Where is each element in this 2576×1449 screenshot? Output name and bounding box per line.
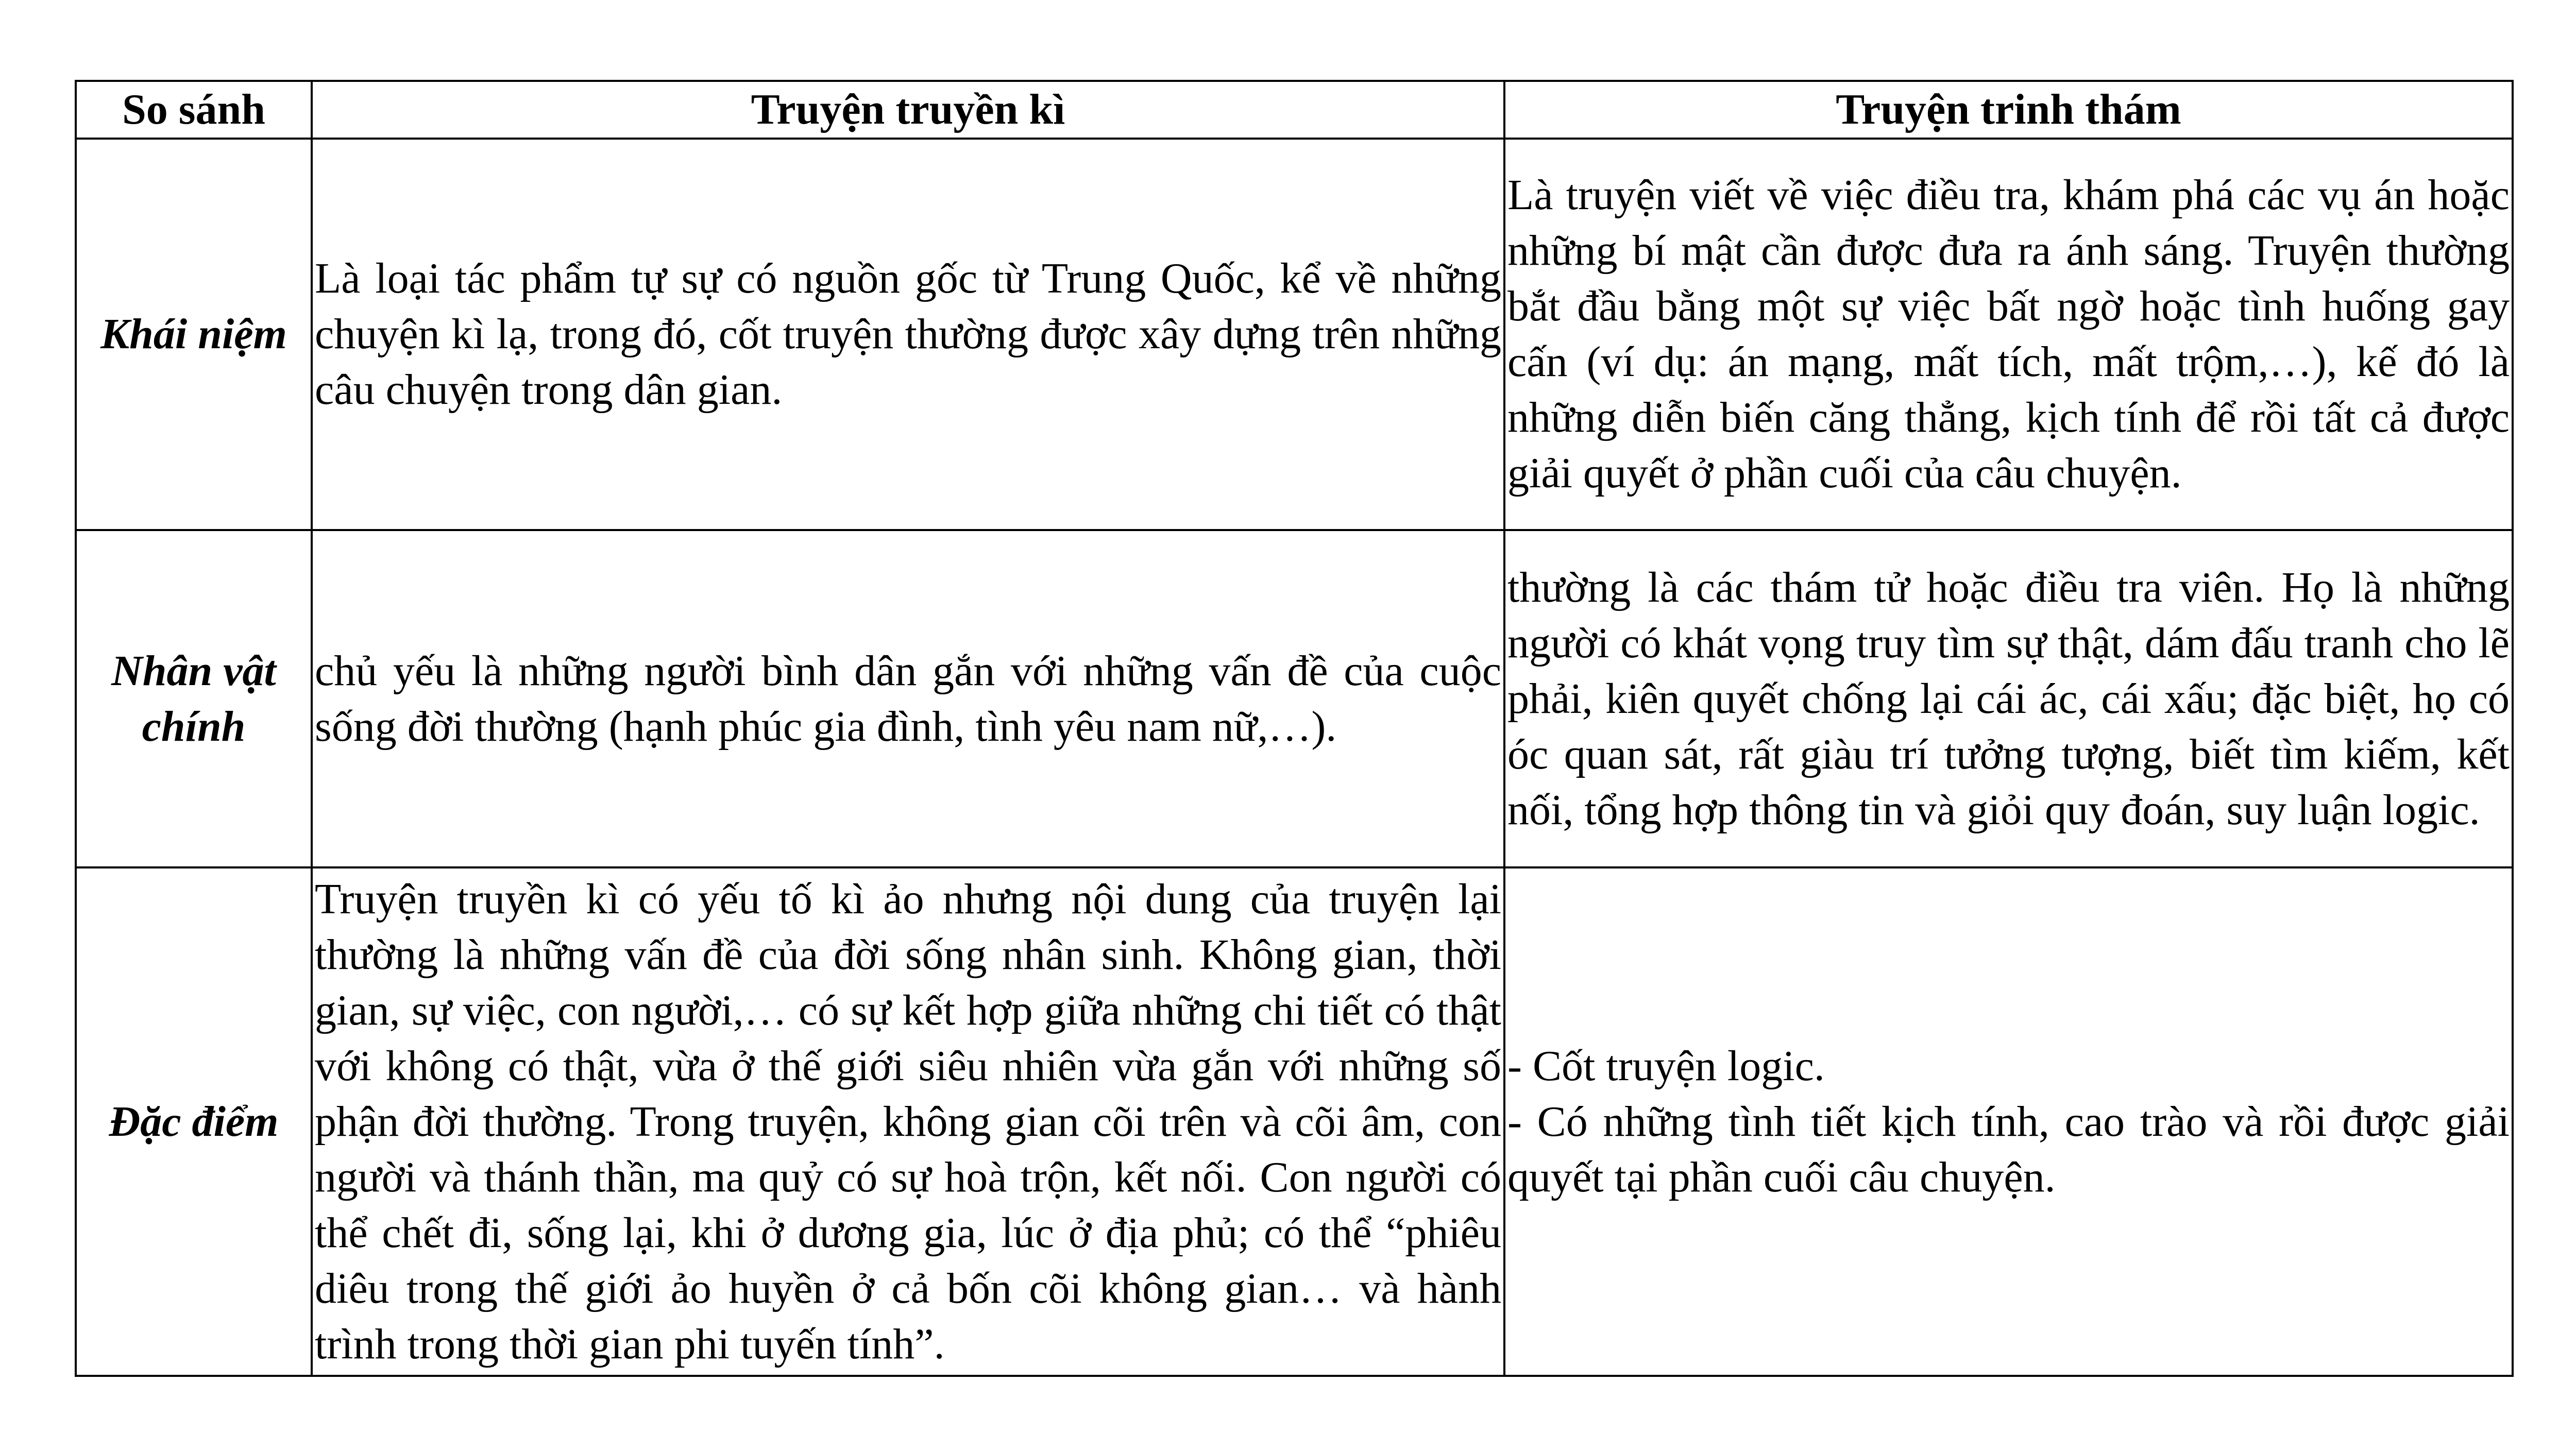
header-truyen-truyen-ki: Truyện truyền kì <box>312 81 1504 139</box>
row-label-khai-niem: Khái niệm <box>76 139 312 530</box>
cell-khai-niem-truyen-ki: Là loại tác phẩm tự sự có nguồn gốc từ Trung Quốc, kể về những chuyện kì lạ, trong đó, cốt truyện thường được xây dựng trên những câu chuyện trong dân gian. <box>312 139 1504 530</box>
table-row-nhan-vat-chinh <box>76 530 2513 867</box>
table-row-dac-diem <box>76 867 2513 1376</box>
row-label-dac-diem: Đặc điểm <box>76 867 312 1376</box>
cell-nhan-vat-truyen-ki: chủ yếu là những người bình dân gắn với những vấn đề của cuộc sống đời thường (hạnh phúc gia đình, tình yêu nam nữ,…). <box>312 530 1504 867</box>
row-label-nhan-vat-chinh: Nhân vật chính <box>76 530 312 867</box>
cell-dac-diem-trinh-tham <box>1504 867 2513 1376</box>
dac-diem-trinh-tham-line-1: - Cốt truyện logic. <box>1507 1042 1825 1090</box>
header-truyen-trinh-tham: Truyện trinh thám <box>1504 81 2513 139</box>
table-row-khai-niem <box>76 139 2513 530</box>
dac-diem-trinh-tham-line-2: - Có những tình tiết kịch tính, cao trào và rồi được giải quyết tại phần cuối câu chuyện. <box>1507 1097 2510 1201</box>
header-compare: So sánh <box>76 81 312 139</box>
table-header-row <box>76 81 2513 139</box>
cell-dac-diem-truyen-ki: Truyện truyền kì có yếu tố kì ảo nhưng nội dung của truyện lại thường là những vấn đề của đời sống nhân sinh. Không gian, thời gian, sự việc, con người,… có sự kết hợp giữa những chi tiết có thật với không có thật, vừa ở thế giới siêu nhiên vừa gắn với những số phận đời thường. Trong truyện, không gian cõi trên và cõi âm, con người và thánh thần, ma quỷ có sự hoà trộn, kết nối. Con người có thể chết đi, sống lại, khi ở dương gia, lúc ở địa phủ; có thể “phiêu diêu trong thế giới ảo huyền ở cả bốn cõi không gian… và hành trình trong thời gian phi tuyến tính”. <box>312 867 1504 1376</box>
cell-khai-niem-trinh-tham: Là truyện viết về việc điều tra, khám phá các vụ án hoặc những bí mật cần được đưa ra ánh sáng. Truyện thường bắt đầu bằng một sự việc bất ngờ hoặc tình huống gay cấn (ví dụ: án mạng, mất tích, mất trộm,…), kế đó là những diễn biến căng thẳng, kịch tính để rồi tất cả được giải quyết ở phần cuối của câu chuyện. <box>1504 139 2513 530</box>
comparison-table <box>75 80 2514 1377</box>
cell-nhan-vat-trinh-tham: thường là các thám tử hoặc điều tra viên. Họ là những người có khát vọng truy tìm sự thật, dám đấu tranh cho lẽ phải, kiên quyết chống lại cái ác, cái xấu; đặc biệt, họ có óc quan sát, rất giàu trí tưởng tượng, biết tìm kiếm, kết nối, tổng hợp thông tin và giỏi quy đoán, suy luận logic. <box>1504 530 2513 867</box>
